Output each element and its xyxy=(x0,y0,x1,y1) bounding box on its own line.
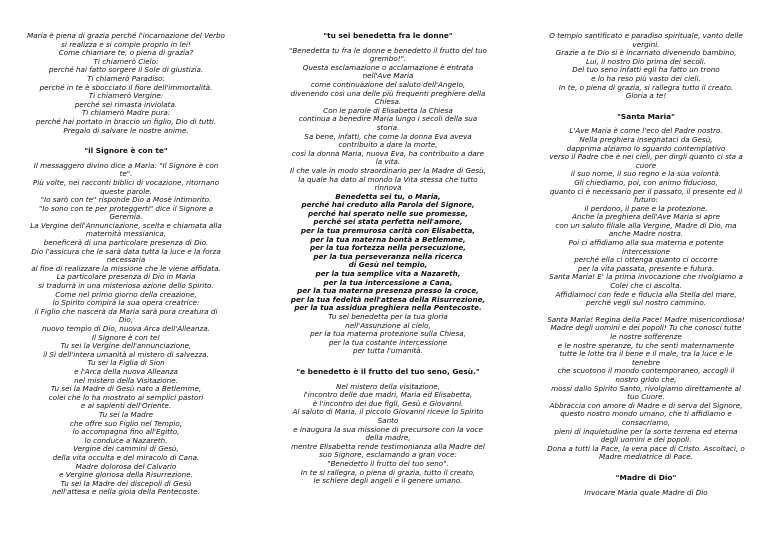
section-heading-benedetta: "tu sei benedetta fra le donne" xyxy=(323,31,453,40)
section-body-text: Invocare Maria quale Madre di Dio xyxy=(584,487,708,497)
column-right xyxy=(530,32,762,497)
section-body-text: "Benedetta tu fra le donne e benedetto il frutto del tuo grembo!". Questa esclamazione o acclamazione è entrata nell'Ave Maria come continuazione del saluto dell'Angelo, divenendo così una delle più frequenti preghiere della Chiesa. Con le parole di Elisabetta la Chiesa continua a benedire Maria lungo i secoli della sua storia. Sa bene, infatti, che come la donna Eva aveva contribuito a dare la morte, così la donna Maria, nuova Eva, ha contribuito a dare la vita. Il che vale in modo straordinario per la Madre di Gesù, la quale ha dato al mondo la Vita stessa che tutto rinnova xyxy=(289,45,487,193)
section-body-text: Santa Maria! Regina della Pace! Madre misericordiosa! Madre degli uomini e dei popoli! Tu che conosci tutte le nostre sofferenze e le nostre speranze, tu che senti maternamente tutte le lotte tra il bene e il male, tra la luce e le tenebre che scuotono il mondo contemporaneo, accogli il nostro grido che, mossi dallo Spirito Santo, rivolgiamo direttamente al tuo Cuore. Abbraccia con amore di Madre e di serva del Signore, questo nostro mondo umano, che ti affidiamo e consacriamo, pieni di inquietudine per la sorte terrena ed eterna degli uomini e dei popoli. Dona a tutti la Pace, la vera pace di Cristo. Ascoltaci, o Madre mediatrice di Pace. xyxy=(547,314,745,462)
column-left xyxy=(10,32,242,497)
column-middle xyxy=(272,32,504,486)
section-body-text: L'Ave Maria è come l'eco del Padre nostro. Nella preghiera insegnataci da Gesù, dapprima alziamo lo sguardo contemplativo verso il Padre che è nei cieli, per dirgli quanto ci sta a cuore il suo nome, il suo regno e la sua volontà. Gli chiediamo, poi, con animo fiducioso, quanto ci è necessario per il passato, il presente ed il futuro: il perdono, il pane e la protezione. Anche la preghiera dell'Ave Maria si apre con un saluto filiale alla Vergine, Madre di Dio, ma anche Madre nostra. Poi ci affidiamo alla sua materna e potente intercessione perché ella ci ottenga quanto ci occorre per la vita passata, presente e futura. Santa Maria! E' la prima invocazione che rivolgiamo a Colei che ci ascolta. Affidiamoci con fede e fiducia alla Stella del mare, perché vegli sul nostro cammino. xyxy=(549,126,743,308)
section-heading-santa-maria: "Santa Maria" xyxy=(617,111,675,121)
litany-text: Benedetta sei tu, o Maria, perché hai creduto alla Parola del Signore, perché hai sperato nelle sue promesse, perché sei stata perfetta nell'amore, per la tua premurosa carità con Elisabetta, per la tua materna bontà a Betlemme, per la tua fortezza nella persecuzione, per la tua perseveranza nella ricerca di Gesù nel tempio, per la tua semplice vita a Nazareth, per la tua intercessione a Cana, per la tua materna presenza presso la croce, per la tua fedeltà nell'attesa della Risurrezione, per la tua assidua preghiera nella Pentecoste. xyxy=(290,191,486,313)
section-heading-signore-con-te: "il Signore è con te" xyxy=(84,146,168,156)
section-body-text: Il messaggero divino dice a Maria: "Il Signore è con te". Più volte, nei racconti biblici di vocazione, ritornano queste parole. "Io sarò con te" risponde Dio a Mosè intimorito. "Io sono con te per proteggerti" dice il Signore a Geremia. La Vergine dell'Annunciazione, scelta e chiamata alla maternità messianica, beneficerà di una particolare presenza di Dio. Dio l'assicura che le sarà data tutta la luce e la forza necessaria al fine di realizzare la missione che le viene affidata. La particolare presenza di Dio in Maria si tradurrà in una misteriosa azione dello Spirito. Come nel primo giorno della creazione, lo Spirito compirà la sua opera creatrice: il Figlio che nascerà da Maria sarà pura creatura di Dio, nuovo tempio di Dio, nuova Arca dell'Alleanza. Il Signore è con te! Tu sei la Vergine dell'annunciazione, il Sì dell'intera umanità al mistero di salvezza. Tu sei la Figlia di Sion e l'Arca della nuova Alleanza nel mistero della Visitazione. Tu sei la Madre di Gesù nato a Betlemme, colei che lo ha mostrato ai semplici pastori e ai sapienti dell'Oriente. Tu sei la Madre che offre suo Figlio nel Tempio, lo accompagna fino all'Egitto, lo conduce a Nazareth. Vergine dei cammini di Gesù, della vita occulta e del miracolo di Cana. Madre dolorosa del Calvario e Vergine gloriosa della Risurrezione. Tu sei la Madre dei discepoli di Gesù nell'attesa e nella gioia della Pentecoste. xyxy=(30,160,222,497)
section-body-text: Tu sei benedetta per la tua gloria nell'Assunzione al cielo, per la tua materna protezione sulla Chiesa, per la tua costante intercessione per tutta l'umanità. xyxy=(310,312,466,356)
section-heading-frutto: "e benedetto è il frutto del tuo seno, Gesù." xyxy=(296,366,480,376)
section-heading-madre-di-dio: "Madre di Dio" xyxy=(615,472,677,482)
intro-prayer-text: O tempio santificato e paradiso spirituale, vanto delle vergini. Grazie a te Dio si è incarnato divenendo bambino, Lui, il nostro Dio prima dei secoli. Del tuo seno infatti egli ha fatto un trono e lo ha reso più vasto dei cieli. In te, o piena di grazia, si rallegra tutto il creato. Gloria a te! xyxy=(549,31,743,101)
section-body-text: Nel mistero della visitazione, l'incontro delle due madri, Maria ed Elisabetta, è l'incontro dei due figli, Gesù e Giovanni. Al saluto di Maria, il piccolo Giovanni riceve lo Spirito Santo e inaugura la sua missione di precursore con la voce della madre, mentre Elisabetta rende testimonianza alla Madre del suo Signore, esclamando a gran voce: "Benedetto il frutto del tuo seno". In te si rallegra, o piena di grazia, tutto il creato, le schiere degli angeli e il genere umano. xyxy=(291,381,485,486)
intro-prayer-text: Maria è piena di grazia perché l'incarnazione del Verbo si realizza e si compie proprio in lei! Come chiamare te, o piena di grazia? Ti chiamerò Cielo: perché hai fatto sorgere il Sole di giustizia. Ti chiamerò Paradiso: perché in te è sbocciato il fiore dell'immortalità. Ti chiamerò Vergine: perché sei rimasta inviolata. Ti chiamerò Madre pura: perché hai portato in braccio un figlio, Dio di tutti. Pregalo di salvare le nostre anime. xyxy=(27,31,225,135)
